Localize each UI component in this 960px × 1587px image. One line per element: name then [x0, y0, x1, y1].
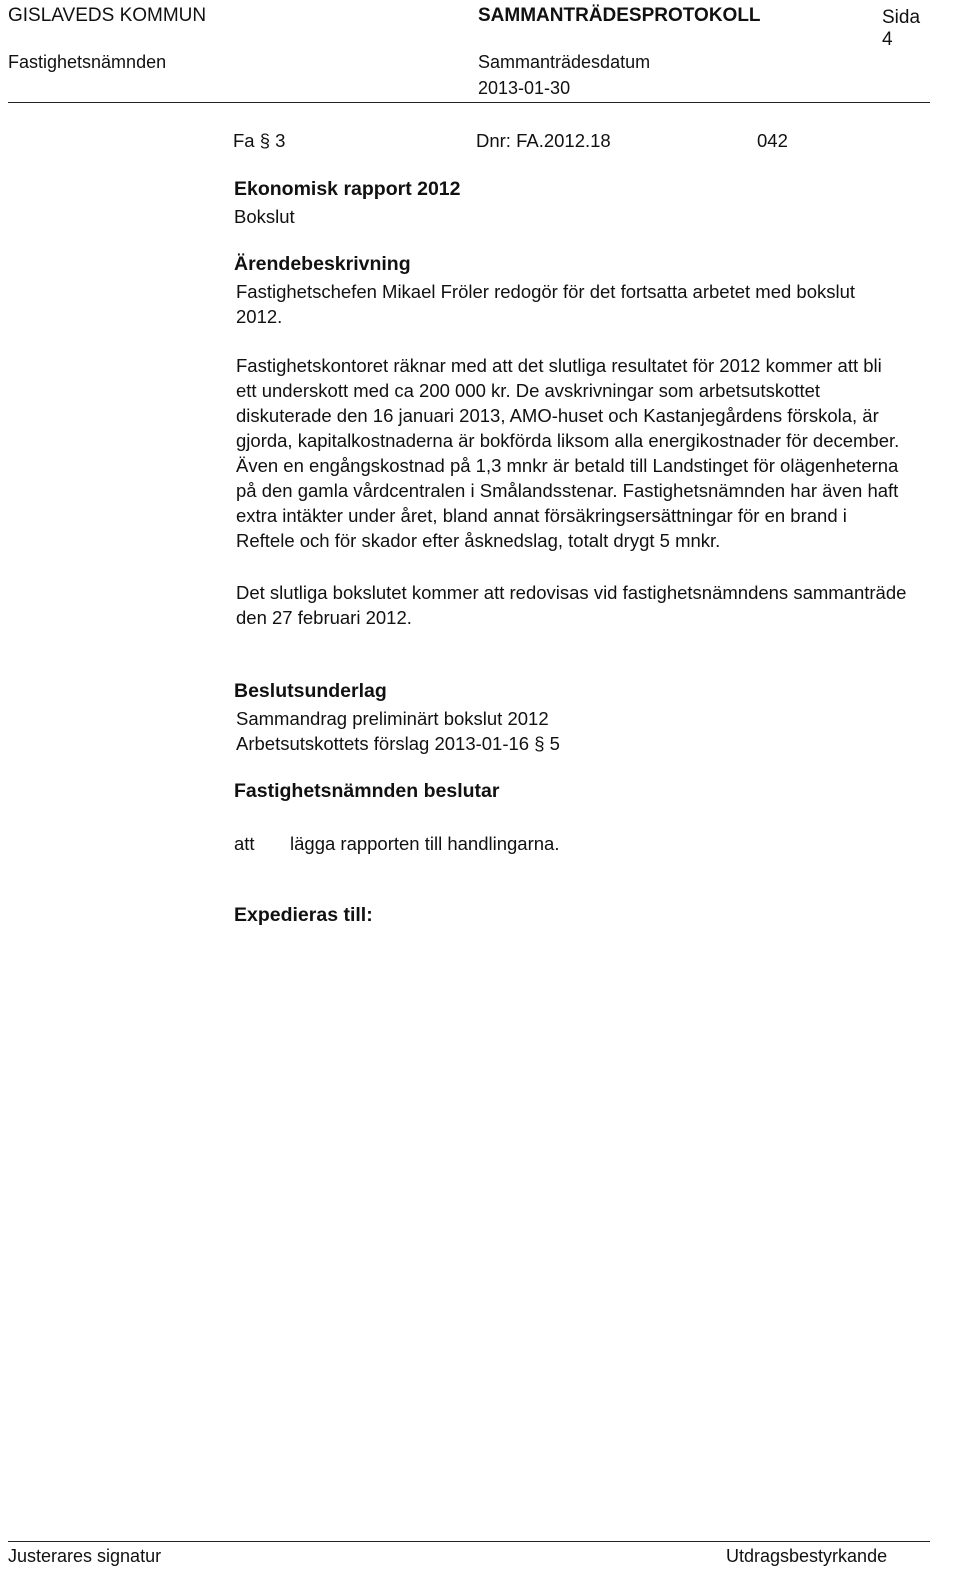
page-number: 4 [882, 29, 893, 50]
paragraph-2-line: på den gamla vårdcentralen i Smålandsstenar. Fastighetsnämnden har även haft [236, 480, 899, 501]
section-heading-expedieras: Expedieras till: [234, 904, 373, 926]
case-title: Ekonomisk rapport 2012 [234, 178, 461, 200]
page-label: Sida [882, 7, 921, 28]
footer-utdragsbestyrkande: Utdragsbestyrkande [726, 1546, 888, 1566]
beslutsunderlag-item: Sammandrag preliminärt bokslut 2012 [236, 708, 549, 729]
meeting-date-value: 2013-01-30 [478, 78, 571, 98]
case-dnr: Dnr: FA.2012.18 [476, 130, 611, 151]
footer-justerares-signatur: Justerares signatur [8, 1546, 162, 1566]
meeting-date-label: Sammanträdesdatum [478, 52, 651, 72]
organization-name: GISLAVEDS KOMMUN [8, 5, 207, 26]
paragraph-3-line: den 27 februari 2012. [236, 607, 412, 628]
paragraph-2-line: Reftele och för skador efter åsknedslag, totalt drygt 5 mnkr. [236, 530, 721, 551]
paragraph-1 [236, 279, 956, 329]
paragraph-2-line: Även en engångskostnad på 1,3 mnkr är betald till Landstinget för olägenheterna [236, 455, 899, 476]
paragraph-2-line: diskuterade den 16 januari 2013, AMO-huset och Kastanjegårdens förskola, är [236, 405, 879, 426]
paragraph-1-line: Fastighetschefen Mikael Fröler redogör för det fortsatta arbetet med bokslut [236, 281, 856, 302]
paragraph-2-line: gjorda, kapitalkostnaderna är bokförda liksom alla energikostnader för december. [236, 430, 900, 451]
decision-att-label: att [234, 833, 255, 854]
header-divider [8, 102, 930, 103]
case-code: 042 [757, 130, 788, 151]
paragraph-2 [236, 353, 956, 553]
document-type: SAMMANTRÄDESPROTOKOLL [478, 5, 761, 26]
decision-text: lägga rapporten till handlingarna. [290, 833, 560, 854]
footer-divider [8, 1541, 930, 1542]
paragraph-3 [236, 580, 956, 630]
section-heading-beslutsunderlag: Beslutsunderlag [234, 680, 387, 702]
paragraph-3-line: Det slutliga bokslutet kommer att redovisas vid fastighetsnämndens sammanträde [236, 582, 907, 603]
case-paragraph: Fa § 3 [233, 130, 286, 151]
case-subtitle: Bokslut [234, 206, 295, 227]
committee-name: Fastighetsnämnden [8, 52, 167, 72]
section-heading-arendebeskrivning: Ärendebeskrivning [234, 253, 411, 275]
beslutsunderlag-list [236, 706, 956, 756]
paragraph-2-line: extra intäkter under året, bland annat försäkringsersättningar för en brand i [236, 505, 847, 526]
beslutsunderlag-item: Arbetsutskottets förslag 2013-01-16 § 5 [236, 733, 560, 754]
paragraph-2-line: Fastighetskontoret räknar med att det slutliga resultatet för 2012 kommer att bli [236, 355, 882, 376]
paragraph-2-line: ett underskott med ca 200 000 kr. De avskrivningar som arbetsutskottet [236, 380, 821, 401]
paragraph-1-line: 2012. [236, 306, 283, 327]
section-heading-beslut: Fastighetsnämnden beslutar [234, 780, 500, 802]
